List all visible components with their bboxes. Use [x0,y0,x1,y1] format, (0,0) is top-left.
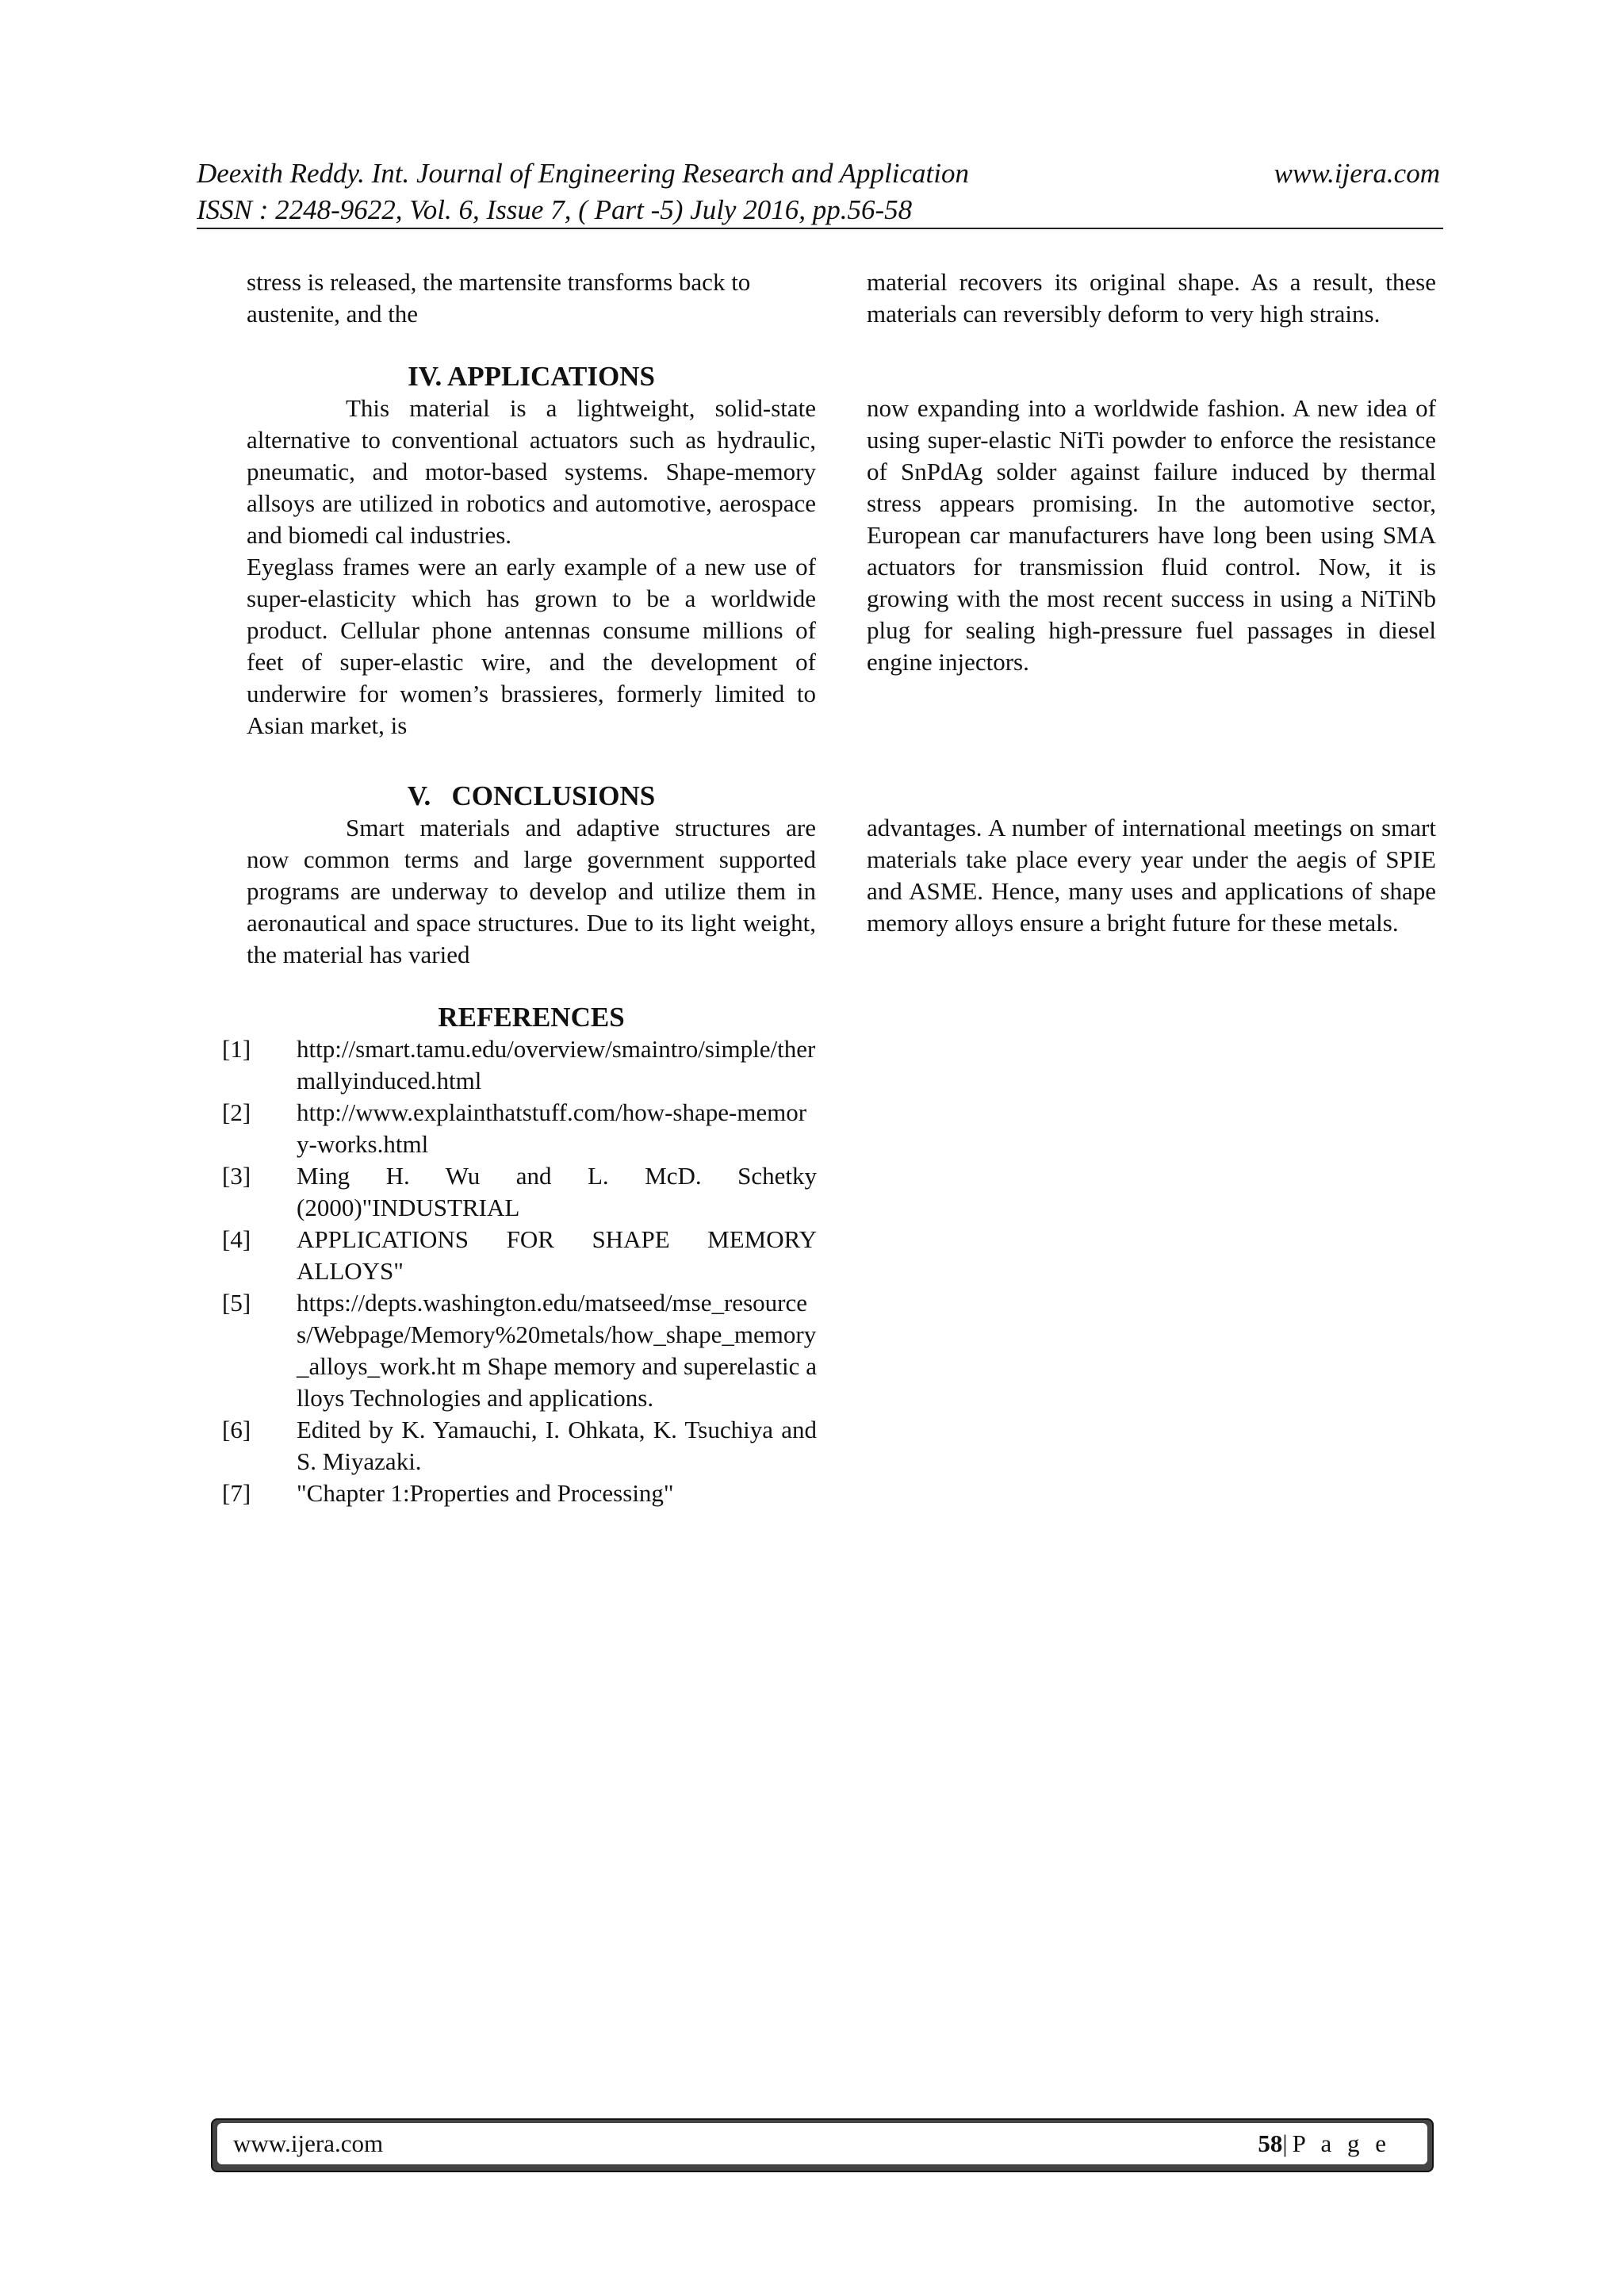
running-header [197,155,1440,228]
applications-continuation-paragraph: now expanding into a worldwide fashion. A new idea of using super-elastic NiTi powder to enforce the resistance of SnPdAg solder against failure induced by thermal stress appears promising. In the automotive sector, European car manufacturers have long been using SMA actuators for transmission fluid control. Now, it is growing with the most recent success in using a NiTiNb plug for sealing high-pressure fuel passages in diesel engine injectors. [867,394,1436,676]
applications-section [247,361,816,742]
reference-text: Edited by K. Yamauchi, I. Ohkata, K. Tsuchiya and S. Miyazaki. [297,1416,817,1475]
reference-number: [4] [222,1225,251,1253]
reference-item [222,1287,817,1414]
page-footer [217,2123,1427,2164]
reference-item [222,1478,817,1509]
reference-item [222,1097,817,1160]
reference-item [222,1033,817,1097]
reference-number: [7] [222,1479,251,1507]
reference-text: "Chapter 1:Properties and Processing" [297,1479,674,1507]
applications-paragraph-2: Eyeglass frames were an early example of a new use of super-elasticity which has grown to be a worldwide product. Cellular phone antennas consume millions of feet of super-elastic wire, and the development of underwire for women’s brassieres, formerly limited to Asian market, is [247,553,816,739]
conclusions-continuation [867,812,1436,939]
page-indicator [1258,2129,1391,2158]
reference-link[interactable]: http://smart.tamu.edu/overview/smaintro/simple/thermallyinduced.html [297,1035,816,1094]
reference-text: APPLICATIONS FOR SHAPE MEMORY ALLOYS" [297,1225,817,1285]
applications-heading: IV. APPLICATIONS [408,361,655,392]
page-label: |P a g e [1282,2129,1391,2157]
conclusions-heading: V. CONCLUSIONS [407,780,656,811]
references-heading: REFERENCES [438,1002,625,1033]
right-column-top [867,266,1436,330]
reference-text: Ming H. Wu and L. McD. Schetky (2000)"INDUSTRIAL [297,1162,817,1221]
reference-link[interactable]: http://www.explainthatstuff.com/how-shape-memory-works.html [297,1098,807,1158]
footer-website[interactable]: www.ijera.com [233,2129,384,2157]
references-section [222,1002,817,1509]
reference-link[interactable]: https://depts.washington.edu/matseed/mse_resources/Webpage/Memory%20metals/how_shape_memory_alloys_work.ht m Shape memory and superelastic alloys Technologies and applications. [297,1289,817,1412]
issn-line: ISSN : 2248-9622, Vol. 6, Issue 7, ( Part -5) July 2016, pp.56-58 [197,194,913,225]
conclusions-continuation-paragraph: advantages. A number of international meetings on smart materials take place every year under the aegis of SPIE and ASME. Hence, many uses and applications of shape memory alloys ensure a bright future for these metals. [867,814,1436,937]
reference-number: [1] [222,1035,251,1063]
journal-website[interactable]: www.ijera.com [1274,158,1440,189]
reference-number: [5] [222,1289,251,1317]
right-intro-paragraph: material recovers its original shape. As a result, these materials can reversibly deform to very high strains. [867,268,1436,328]
page-number: 58 [1258,2129,1283,2157]
reference-number: [3] [222,1162,251,1190]
journal-title: Deexith Reddy. Int. Journal of Engineering Research and Application [197,158,969,189]
reference-item [222,1160,817,1224]
left-column-top [247,266,816,330]
reference-number: [6] [222,1416,251,1443]
applications-continuation [867,393,1436,678]
reference-item [222,1224,817,1287]
header-divider [197,228,1443,229]
reference-number: [2] [222,1098,251,1126]
applications-paragraph-1: This material is a lightweight, solid-state alternative to conventional actuators such as hydraulic, pneumatic, and motor-based systems. Shape-memory allsoys are utilized in robotics and automotive, aerospace and biomedi cal industries. [247,394,816,549]
reference-item [222,1414,817,1478]
left-intro-paragraph: stress is released, the martensite transforms back to austenite, and the [247,268,751,328]
conclusions-section [247,780,816,971]
conclusions-paragraph: Smart materials and adaptive structures are now common terms and large government supported programs are underway to develop and utilize them in aeronautical and space structures. Due to its light weight, the material has varied [247,814,816,968]
